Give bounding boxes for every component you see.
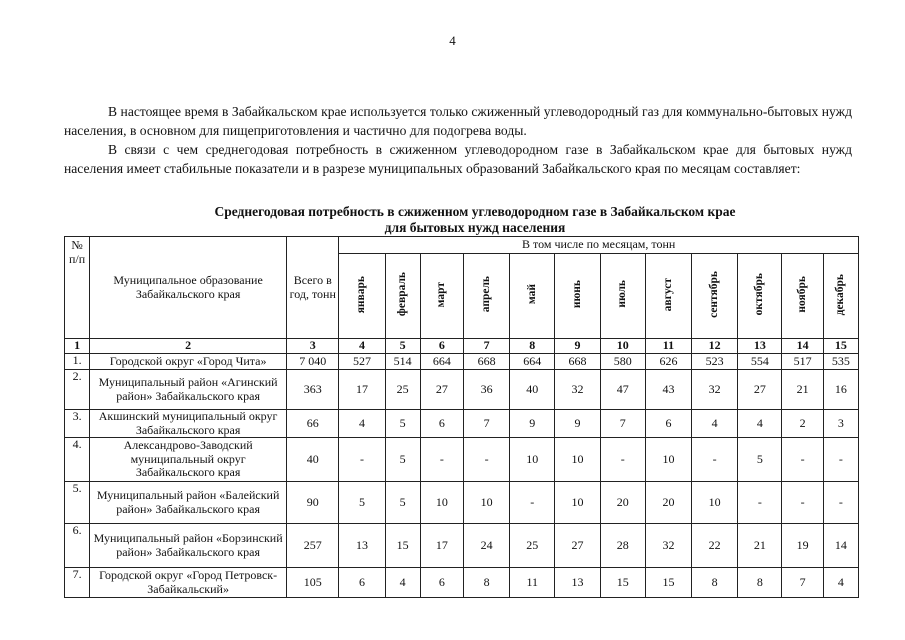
row-number: 7. — [65, 568, 90, 598]
month-value: 5 — [385, 482, 420, 524]
row-number: 5. — [65, 482, 90, 524]
column-number: 2 — [90, 339, 287, 354]
month-value: 32 — [645, 524, 691, 568]
municipality-name: Муниципальный район «Агинский район» Забайкальского края — [90, 370, 287, 410]
header-num — [65, 237, 90, 339]
month-value: 10 — [555, 438, 600, 482]
month-value: 43 — [645, 370, 691, 410]
month-value: 27 — [738, 370, 782, 410]
total-value: 7 040 — [287, 354, 339, 370]
table-row — [65, 568, 859, 598]
municipality-name: Муниципальный район «Борзинский район» Забайкальского края — [90, 524, 287, 568]
month-value: 14 — [823, 524, 858, 568]
month-value: 7 — [782, 568, 823, 598]
column-number: 15 — [823, 339, 858, 354]
column-number: 3 — [287, 339, 339, 354]
month-value: - — [782, 438, 823, 482]
month-value: 6 — [420, 410, 463, 438]
month-value: 27 — [420, 370, 463, 410]
month-value: - — [600, 438, 645, 482]
column-number: 12 — [692, 339, 738, 354]
month-value: 4 — [823, 568, 858, 598]
month-value: 15 — [645, 568, 691, 598]
month-value: 7 — [463, 410, 509, 438]
column-number: 10 — [600, 339, 645, 354]
header-month — [738, 254, 782, 339]
header-month — [692, 254, 738, 339]
header-month — [510, 254, 555, 339]
month-value: 20 — [645, 482, 691, 524]
table-title-line: Среднегодовая потребность в сжиженном углеводородном газе в Забайкальском крае — [214, 204, 736, 219]
month-value: 4 — [738, 410, 782, 438]
month-value: - — [463, 438, 509, 482]
month-value: 15 — [385, 524, 420, 568]
month-value: 5 — [339, 482, 385, 524]
month-value: 13 — [555, 568, 600, 598]
column-number: 8 — [510, 339, 555, 354]
month-value: 523 — [692, 354, 738, 370]
month-value: 4 — [385, 568, 420, 598]
consumption-table — [64, 236, 859, 598]
month-value: 2 — [782, 410, 823, 438]
header-month — [600, 254, 645, 339]
table-row — [65, 524, 859, 568]
header-month — [645, 254, 691, 339]
month-value: 17 — [420, 524, 463, 568]
table-row — [65, 354, 859, 370]
header-months-group: В том числе по месяцам, тонн — [339, 237, 859, 254]
month-value: 25 — [510, 524, 555, 568]
column-number: 1 — [65, 339, 90, 354]
month-value: 28 — [600, 524, 645, 568]
month-value: - — [692, 438, 738, 482]
month-value: 6 — [339, 568, 385, 598]
row-number: 3. — [65, 410, 90, 438]
table-header — [65, 237, 859, 339]
row-number: 1. — [65, 354, 90, 370]
row-number: 6. — [65, 524, 90, 568]
month-value: - — [782, 482, 823, 524]
month-value: 517 — [782, 354, 823, 370]
month-value: 22 — [692, 524, 738, 568]
month-value: 47 — [600, 370, 645, 410]
month-value: 16 — [823, 370, 858, 410]
column-number: 4 — [339, 339, 385, 354]
month-value: 8 — [738, 568, 782, 598]
row-number: 4. — [65, 438, 90, 482]
month-value: 19 — [782, 524, 823, 568]
header-month-label: январь — [355, 275, 368, 313]
page-number: 4 — [449, 33, 456, 48]
column-number: 7 — [463, 339, 509, 354]
month-value: 6 — [420, 568, 463, 598]
month-value: 554 — [738, 354, 782, 370]
header-row — [65, 237, 859, 254]
month-value: 5 — [385, 438, 420, 482]
month-value: 580 — [600, 354, 645, 370]
header-month-label: октябрь — [753, 273, 766, 316]
table-row — [65, 438, 859, 482]
month-value: 5 — [385, 410, 420, 438]
header-month-label: март — [435, 281, 448, 307]
table-row — [65, 482, 859, 524]
header-month-label: июль — [615, 280, 628, 309]
header-month-label: сентябрь — [707, 270, 720, 318]
total-value: 257 — [287, 524, 339, 568]
column-number: 13 — [738, 339, 782, 354]
header-month — [420, 254, 463, 339]
month-value: 21 — [782, 370, 823, 410]
column-numbers-row — [65, 339, 859, 354]
table-row — [65, 370, 859, 410]
header-month — [385, 254, 420, 339]
month-value: - — [823, 482, 858, 524]
header-num-label: № п/п — [68, 238, 86, 266]
month-value: 10 — [555, 482, 600, 524]
month-value: 527 — [339, 354, 385, 370]
municipality-name: Акшинский муниципальный округ Забайкальского края — [90, 410, 287, 438]
month-value: 10 — [420, 482, 463, 524]
header-month-label: апрель — [479, 276, 492, 313]
month-value: 4 — [339, 410, 385, 438]
total-value: 90 — [287, 482, 339, 524]
municipality-name: Александрово-Заводский муниципальный округ Забайкальского края — [90, 438, 287, 482]
month-value: 626 — [645, 354, 691, 370]
total-value: 40 — [287, 438, 339, 482]
month-value: - — [738, 482, 782, 524]
month-value: 11 — [510, 568, 555, 598]
month-value: 24 — [463, 524, 509, 568]
header-month — [782, 254, 823, 339]
row-number: 2. — [65, 370, 90, 410]
header-month-label: декабрь — [834, 273, 847, 315]
month-value: 27 — [555, 524, 600, 568]
month-value: 664 — [420, 354, 463, 370]
month-value: 9 — [510, 410, 555, 438]
header-month — [823, 254, 858, 339]
month-value: 8 — [463, 568, 509, 598]
header-month-label: май — [525, 284, 538, 305]
intro-text — [64, 102, 852, 178]
total-value: 66 — [287, 410, 339, 438]
month-value: 10 — [463, 482, 509, 524]
month-value: 32 — [555, 370, 600, 410]
month-value: 514 — [385, 354, 420, 370]
header-month-label: ноябрь — [795, 275, 808, 313]
month-value: 4 — [692, 410, 738, 438]
column-number: 9 — [555, 339, 600, 354]
month-value: 668 — [555, 354, 600, 370]
paragraph: В настоящее время в Забайкальском крае используется только сжиженный углеводородный газ для коммунально-бытовых нужд населения, в основном для пищеприготовления и частично для подогрева воды. — [64, 104, 852, 138]
month-value: 25 — [385, 370, 420, 410]
header-municipality: Муниципальное образование Забайкальского края — [90, 237, 287, 339]
municipality-name: Городской округ «Город Чита» — [90, 354, 287, 370]
total-value: 105 — [287, 568, 339, 598]
month-value: - — [339, 438, 385, 482]
month-value: - — [823, 438, 858, 482]
month-value: 7 — [600, 410, 645, 438]
month-value: 17 — [339, 370, 385, 410]
column-number: 14 — [782, 339, 823, 354]
month-value: 20 — [600, 482, 645, 524]
header-month — [555, 254, 600, 339]
table-body — [65, 339, 859, 598]
month-value: 5 — [738, 438, 782, 482]
month-value: 36 — [463, 370, 509, 410]
month-value: 15 — [600, 568, 645, 598]
table-row — [65, 410, 859, 438]
column-number: 6 — [420, 339, 463, 354]
header-month — [339, 254, 385, 339]
header-month-label: август — [661, 277, 674, 311]
table-title — [130, 204, 820, 236]
month-value: 6 — [645, 410, 691, 438]
month-value: 535 — [823, 354, 858, 370]
month-value: 40 — [510, 370, 555, 410]
month-value: - — [420, 438, 463, 482]
month-value: 664 — [510, 354, 555, 370]
month-value: 9 — [555, 410, 600, 438]
month-value: 13 — [339, 524, 385, 568]
paragraph: В связи с чем среднегодовая потребность в сжиженном углеводородном газе в Забайкальском крае для бытовых нужд населения имеет стабильные показатели и в разрезе муниципальных образований Забайкальского края по месяцам составляет: — [64, 142, 852, 176]
month-value: 10 — [692, 482, 738, 524]
month-value: 21 — [738, 524, 782, 568]
month-value: - — [510, 482, 555, 524]
column-number: 5 — [385, 339, 420, 354]
header-total: Всего в год, тонн — [287, 237, 339, 339]
total-value: 363 — [287, 370, 339, 410]
municipality-name: Городской округ «Город Петровск-Забайкальский» — [90, 568, 287, 598]
municipality-name: Муниципальный район «Балейский район» Забайкальского края — [90, 482, 287, 524]
month-value: 32 — [692, 370, 738, 410]
month-value: 10 — [645, 438, 691, 482]
month-value: 668 — [463, 354, 509, 370]
table-title-line: для бытовых нужд населения — [384, 220, 566, 235]
header-month — [463, 254, 509, 339]
month-value: 3 — [823, 410, 858, 438]
month-value: 10 — [510, 438, 555, 482]
header-month-label: февраль — [395, 272, 408, 317]
column-number: 11 — [645, 339, 691, 354]
header-month-label: июнь — [570, 280, 583, 309]
month-value: 8 — [692, 568, 738, 598]
